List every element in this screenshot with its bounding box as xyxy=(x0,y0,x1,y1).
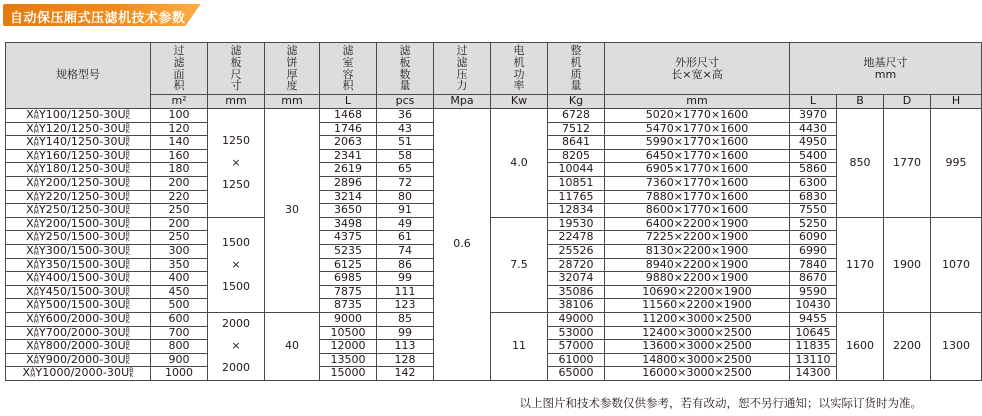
model-suffix-sup: B K xyxy=(125,204,130,217)
cell-base-l: 6830 xyxy=(790,190,837,204)
cell-base-l: 6990 xyxy=(790,244,837,258)
cell-chamber: 3498 xyxy=(320,217,377,231)
model-prefix-sup: A M xyxy=(33,245,39,258)
cell-model: X $^{A M}$ Y180/1250-30U $^{B K}$ xyxy=(6,163,151,177)
cell-area: 140 xyxy=(151,136,208,150)
model-prefix-sup: A M xyxy=(33,313,39,325)
cell-chamber: 12000 xyxy=(320,340,377,354)
model-prefix-sup: A M xyxy=(33,190,39,203)
cell-base-l: 11835 xyxy=(790,340,837,354)
cell-plates: 123 xyxy=(377,299,434,313)
cell-dims: 5990×1770×1600 xyxy=(605,136,790,150)
cell-model: X $^{A M}$ Y250/1250-30U $^{B K}$ xyxy=(6,204,151,218)
model-suffix-sup: B K xyxy=(125,272,130,285)
cell-chamber: 2896 xyxy=(320,176,377,190)
model-suffix-sup: B K xyxy=(125,353,130,366)
model-prefix-sup: A M xyxy=(33,340,39,353)
cell-area: 1000 xyxy=(151,367,208,381)
cell-area: 200 xyxy=(151,176,208,190)
cell-base-l: 7550 xyxy=(790,204,837,218)
model-prefix-sup: A M xyxy=(33,285,39,298)
cell-dims: 5020×1770×1600 xyxy=(605,109,790,123)
cell-model: X $^{A M}$ Y900/2000-30U $^{B K}$ xyxy=(6,353,151,367)
model-suffix-sup: B K xyxy=(125,231,130,244)
cell-base-l: 14300 xyxy=(790,367,837,381)
cell-model: X $^{A M}$ Y160/1250-30U $^{B K}$ xyxy=(6,149,151,163)
cell-dims: 8940×2200×1900 xyxy=(605,258,790,272)
model-suffix-sup: B K xyxy=(129,367,134,380)
cell-weight: 38106 xyxy=(548,299,605,313)
cell-pressure: 0.6 xyxy=(434,109,491,381)
cell-power: 4.0 xyxy=(491,109,548,218)
cell-plates: 99 xyxy=(377,272,434,286)
th-chamber-unit: L xyxy=(320,95,377,109)
cell-chamber: 2619 xyxy=(320,163,377,177)
cell-base-h: 995 xyxy=(931,109,982,218)
cell-base-l: 5400 xyxy=(790,149,837,163)
cell-base-l: 13110 xyxy=(790,353,837,367)
model-prefix-sup: A M xyxy=(33,177,39,190)
model-suffix-sup: B K xyxy=(125,177,130,190)
th-pressure-unit: Mpa xyxy=(434,95,491,109)
cell-area: 250 xyxy=(151,231,208,245)
th-area-unit: m² xyxy=(151,95,208,109)
cell-model: X $^{A M}$ Y300/1500-30U $^{B K}$ xyxy=(6,244,151,258)
model-prefix-sup: A M xyxy=(33,353,39,366)
th-cake: 滤 饼 厚 度 xyxy=(265,43,320,95)
cell-weight: 12834 xyxy=(548,204,605,218)
cell-chamber: 3650 xyxy=(320,204,377,218)
cell-plates: 49 xyxy=(377,217,434,231)
cell-weight: 10044 xyxy=(548,163,605,177)
th-base: 地基尺寸 mm xyxy=(790,43,982,95)
cell-model: X $^{A M}$ Y400/1500-30U $^{B K}$ xyxy=(6,272,151,286)
cell-base-l: 6090 xyxy=(790,231,837,245)
cell-chamber: 10500 xyxy=(320,326,377,340)
model-prefix-sup: A M xyxy=(33,109,39,122)
cell-cake: 30 xyxy=(265,109,320,313)
cell-base-d: 1900 xyxy=(884,217,931,312)
cell-area: 400 xyxy=(151,272,208,286)
th-plate-size: 滤 板 尺 寸 xyxy=(208,43,265,95)
th-weight: 整 机 质 量 xyxy=(548,43,605,95)
cell-chamber: 13500 xyxy=(320,353,377,367)
cell-dims: 16000×3000×2500 xyxy=(605,367,790,381)
cell-base-l: 7840 xyxy=(790,258,837,272)
cell-weight: 57000 xyxy=(548,340,605,354)
model-prefix-sup: A M xyxy=(33,149,39,162)
cell-plates: 58 xyxy=(377,149,434,163)
cell-power: 7.5 xyxy=(491,217,548,312)
cell-model: X $^{A M}$ Y200/1500-30U $^{B K}$ xyxy=(6,217,151,231)
cell-weight: 49000 xyxy=(548,312,605,326)
cell-model: X $^{A M}$ Y140/1250-30U $^{B K}$ xyxy=(6,136,151,150)
cell-plates: 128 xyxy=(377,353,434,367)
model-suffix-sup: B K xyxy=(125,136,130,149)
model-prefix-sup: A M xyxy=(33,231,39,244)
th-plates-unit: pcs xyxy=(377,95,434,109)
cell-area: 600 xyxy=(151,312,208,326)
th-area: 过 滤 面 积 xyxy=(151,43,208,95)
cell-plates: 86 xyxy=(377,258,434,272)
cell-weight: 11765 xyxy=(548,190,605,204)
cell-plate-size: 1250 × 1250 xyxy=(208,109,265,218)
cell-area: 900 xyxy=(151,353,208,367)
cell-area: 200 xyxy=(151,217,208,231)
cell-base-l: 5250 xyxy=(790,217,837,231)
cell-base-b: 1600 xyxy=(837,312,884,380)
cell-area: 700 xyxy=(151,326,208,340)
cell-model: X $^{A M}$ Y1000/2000-30U $^{B K}$ xyxy=(6,367,151,381)
cell-base-l: 6300 xyxy=(790,176,837,190)
cell-base-l: 3970 xyxy=(790,109,837,123)
cell-weight: 8205 xyxy=(548,149,605,163)
cell-plates: 61 xyxy=(377,231,434,245)
cell-chamber: 2341 xyxy=(320,149,377,163)
cell-dims: 12400×3000×2500 xyxy=(605,326,790,340)
cell-area: 350 xyxy=(151,258,208,272)
cell-dims: 6905×1770×1600 xyxy=(605,163,790,177)
cell-plates: 99 xyxy=(377,326,434,340)
th-plate-size-unit: mm xyxy=(208,95,265,109)
cell-chamber: 8735 xyxy=(320,299,377,313)
cell-weight: 19530 xyxy=(548,217,605,231)
cell-base-l: 4950 xyxy=(790,136,837,150)
cell-plates: 72 xyxy=(377,176,434,190)
cell-area: 450 xyxy=(151,285,208,299)
model-suffix-sup: B K xyxy=(125,190,130,203)
cell-chamber: 15000 xyxy=(320,367,377,381)
cell-plates: 36 xyxy=(377,109,434,123)
cell-base-l: 9455 xyxy=(790,312,837,326)
cell-chamber: 7875 xyxy=(320,285,377,299)
cell-plates: 113 xyxy=(377,340,434,354)
cell-model: X $^{A M}$ Y200/1250-30U $^{B K}$ xyxy=(6,176,151,190)
cell-model: X $^{A M}$ Y120/1250-30U $^{B K}$ xyxy=(6,122,151,136)
cell-area: 300 xyxy=(151,244,208,258)
cell-weight: 10851 xyxy=(548,176,605,190)
cell-dims: 6400×2200×1900 xyxy=(605,217,790,231)
model-suffix-sup: B K xyxy=(125,285,130,298)
cell-dims: 11200×3000×2500 xyxy=(605,312,790,326)
th-power-unit: Kw xyxy=(491,95,548,109)
cell-chamber: 4375 xyxy=(320,231,377,245)
cell-chamber: 5235 xyxy=(320,244,377,258)
cell-weight: 35086 xyxy=(548,285,605,299)
th-dims: 外形尺寸 长×宽×高 xyxy=(605,43,790,95)
cell-dims: 14800×3000×2500 xyxy=(605,353,790,367)
model-prefix-sup: A M xyxy=(33,258,39,271)
cell-weight: 6728 xyxy=(548,109,605,123)
cell-plate-size: 1500 × 1500 xyxy=(208,217,265,312)
section-title-bar xyxy=(3,4,209,26)
model-prefix-sup: A M xyxy=(33,136,39,149)
cell-area: 100 xyxy=(151,109,208,123)
th-base-h: H xyxy=(931,95,982,109)
table-row xyxy=(6,217,982,231)
cell-model: X $^{A M}$ Y600/2000-30U $^{B K}$ xyxy=(6,312,151,326)
cell-base-l: 10430 xyxy=(790,299,837,313)
model-suffix-sup: B K xyxy=(125,326,130,339)
th-weight-unit: Kg xyxy=(548,95,605,109)
cell-weight: 53000 xyxy=(548,326,605,340)
th-pressure: 过 滤 压 力 xyxy=(434,43,491,95)
spec-table xyxy=(5,42,982,381)
table-row xyxy=(6,312,982,326)
cell-dims: 7360×1770×1600 xyxy=(605,176,790,190)
cell-base-b: 1170 xyxy=(837,217,884,312)
cell-base-h: 1070 xyxy=(931,217,982,312)
cell-model: X $^{A M}$ Y450/1500-30U $^{B K}$ xyxy=(6,285,151,299)
model-prefix-sup: A M xyxy=(33,326,39,339)
cell-model: X $^{A M}$ Y100/1250-30U $^{B K}$ xyxy=(6,109,151,123)
cell-dims: 8600×1770×1600 xyxy=(605,204,790,218)
cell-area: 120 xyxy=(151,122,208,136)
cell-plates: 142 xyxy=(377,367,434,381)
model-prefix-sup: A M xyxy=(33,122,39,135)
cell-power: 11 xyxy=(491,312,548,380)
cell-dims: 6450×1770×1600 xyxy=(605,149,790,163)
table-row xyxy=(6,109,982,123)
th-cake-unit: mm xyxy=(265,95,320,109)
cell-weight: 7512 xyxy=(548,122,605,136)
cell-chamber: 9000 xyxy=(320,312,377,326)
cell-dims: 10690×2200×1900 xyxy=(605,285,790,299)
cell-area: 160 xyxy=(151,149,208,163)
footer-note: 以上图片和技术参数仅供参考，若有改动，恕不另行通知；以实际订货时为准。 xyxy=(519,396,922,410)
model-suffix-sup: B K xyxy=(125,109,130,122)
cell-weight: 8641 xyxy=(548,136,605,150)
model-suffix-sup: B K xyxy=(125,258,130,271)
cell-base-l: 5860 xyxy=(790,163,837,177)
model-prefix-sup: A M xyxy=(33,204,39,217)
cell-dims: 8130×2200×1900 xyxy=(605,244,790,258)
cell-weight: 22478 xyxy=(548,231,605,245)
cell-base-d: 1770 xyxy=(884,109,931,218)
th-dims-unit: mm xyxy=(605,95,790,109)
cell-plates: 74 xyxy=(377,244,434,258)
cell-area: 500 xyxy=(151,299,208,313)
cell-plates: 43 xyxy=(377,122,434,136)
cell-model: X $^{A M}$ Y250/1500-30U $^{B K}$ xyxy=(6,231,151,245)
model-prefix-sup: A M xyxy=(33,272,39,285)
cell-base-b: 850 xyxy=(837,109,884,218)
cell-base-d: 2200 xyxy=(884,312,931,380)
model-suffix-sup: B K xyxy=(125,299,130,312)
cell-dims: 11560×2200×1900 xyxy=(605,299,790,313)
th-plates: 滤 板 数 量 xyxy=(377,43,434,95)
th-chamber: 滤 室 容 积 xyxy=(320,43,377,95)
cell-dims: 13600×3000×2500 xyxy=(605,340,790,354)
spec-table-body xyxy=(6,109,982,381)
cell-area: 220 xyxy=(151,190,208,204)
cell-weight: 25526 xyxy=(548,244,605,258)
th-base-b: B xyxy=(837,95,884,109)
model-suffix-sup: B K xyxy=(125,340,130,353)
cell-weight: 65000 xyxy=(548,367,605,381)
cell-dims: 9880×2200×1900 xyxy=(605,272,790,286)
model-prefix-sup: A M xyxy=(30,367,36,380)
cell-base-l: 8670 xyxy=(790,272,837,286)
cell-base-l: 4430 xyxy=(790,122,837,136)
cell-model: X $^{A M}$ Y700/2000-30U $^{B K}$ xyxy=(6,326,151,340)
model-suffix-sup: B K xyxy=(125,313,130,325)
th-power: 电 机 功 率 xyxy=(491,43,548,95)
cell-plates: 80 xyxy=(377,190,434,204)
cell-area: 180 xyxy=(151,163,208,177)
section-title: 自动保压厢式压滤机技术参数 xyxy=(10,11,186,26)
cell-plates: 91 xyxy=(377,204,434,218)
cell-base-l: 10645 xyxy=(790,326,837,340)
cell-model: X $^{A M}$ Y350/1500-30U $^{B K}$ xyxy=(6,258,151,272)
cell-model: X $^{A M}$ Y800/2000-30U $^{B K}$ xyxy=(6,340,151,354)
model-suffix-sup: B K xyxy=(125,122,130,135)
cell-dims: 7225×2200×1900 xyxy=(605,231,790,245)
model-suffix-sup: B K xyxy=(125,217,130,230)
cell-plates: 51 xyxy=(377,136,434,150)
model-suffix-sup: B K xyxy=(125,163,130,176)
cell-chamber: 1746 xyxy=(320,122,377,136)
cell-chamber: 6985 xyxy=(320,272,377,286)
cell-plates: 85 xyxy=(377,312,434,326)
model-prefix-sup: A M xyxy=(33,299,39,312)
model-prefix-sup: A M xyxy=(33,163,39,176)
cell-area: 800 xyxy=(151,340,208,354)
th-base-l: L xyxy=(790,95,837,109)
cell-weight: 61000 xyxy=(548,353,605,367)
th-base-d: D xyxy=(884,95,931,109)
cell-chamber: 1468 xyxy=(320,109,377,123)
cell-dims: 7880×1770×1600 xyxy=(605,190,790,204)
cell-model: X $^{A M}$ Y220/1250-30U $^{B K}$ xyxy=(6,190,151,204)
cell-dims: 5470×1770×1600 xyxy=(605,122,790,136)
model-prefix-sup: A M xyxy=(33,217,39,230)
model-suffix-sup: B K xyxy=(125,149,130,162)
cell-model: X $^{A M}$ Y500/1500-30U $^{B K}$ xyxy=(6,299,151,313)
cell-weight: 28720 xyxy=(548,258,605,272)
cell-plate-size: 2000 × 2000 xyxy=(208,312,265,380)
cell-chamber: 6125 xyxy=(320,258,377,272)
cell-weight: 32074 xyxy=(548,272,605,286)
cell-plates: 65 xyxy=(377,163,434,177)
cell-chamber: 3214 xyxy=(320,190,377,204)
cell-cake: 40 xyxy=(265,312,320,380)
cell-area: 250 xyxy=(151,204,208,218)
cell-plates: 111 xyxy=(377,285,434,299)
cell-base-l: 9590 xyxy=(790,285,837,299)
cell-base-h: 1300 xyxy=(931,312,982,380)
model-suffix-sup: B K xyxy=(125,245,130,258)
th-model: 规格型号 xyxy=(6,43,151,109)
cell-chamber: 2063 xyxy=(320,136,377,150)
